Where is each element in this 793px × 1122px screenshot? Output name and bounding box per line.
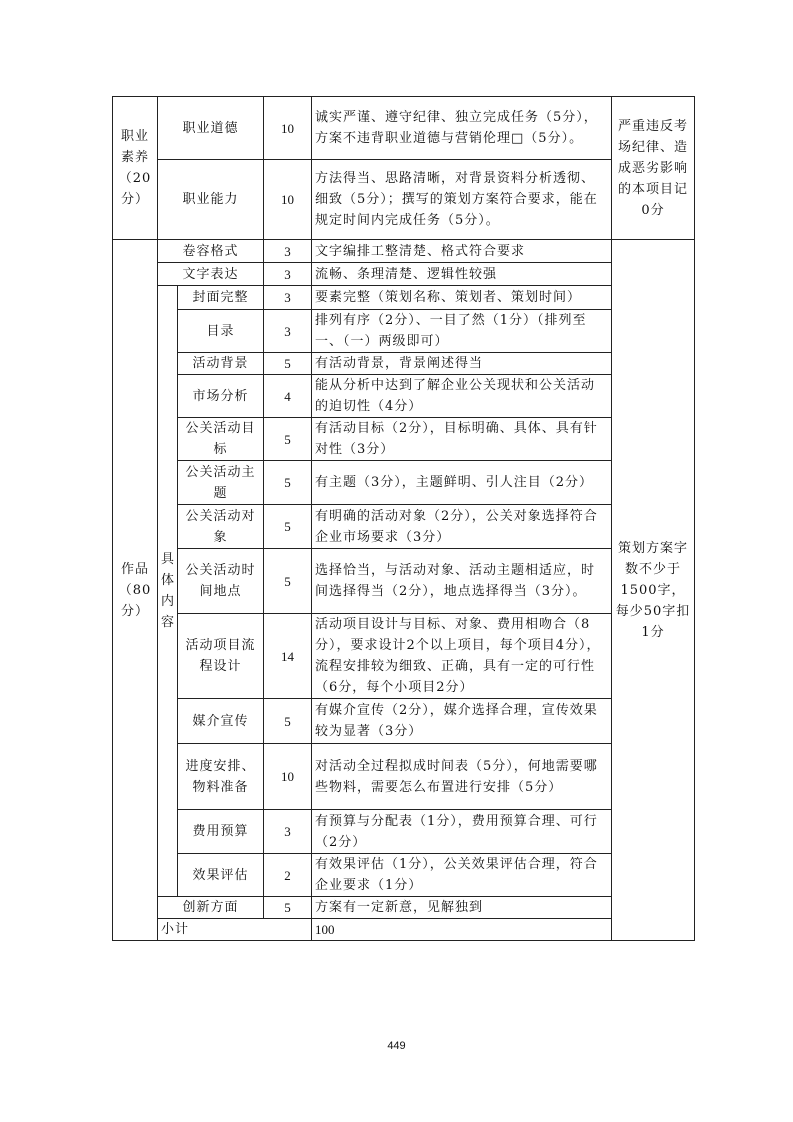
- criteria-cell: 能从分析中达到了解企业公关现状和公关活动的迫切性（4分）: [312, 375, 612, 418]
- scoring-table: [112, 96, 695, 941]
- table-row: [113, 310, 695, 353]
- criteria-cell: 有效果评估（1分），公关效果评估合理，符合企业要求（1分）: [312, 854, 612, 897]
- item-cell: 公关活动时间地点: [178, 549, 264, 614]
- table-row: [113, 375, 695, 418]
- table-row: [113, 353, 695, 375]
- item-cell: 活动背景: [178, 353, 264, 375]
- score-cell: 14: [264, 614, 312, 699]
- score-cell: 3: [264, 810, 312, 854]
- category-cell: 作品（80分）: [113, 240, 158, 941]
- score-cell: 3: [264, 310, 312, 353]
- score-cell: 5: [264, 897, 312, 919]
- score-cell: 4: [264, 375, 312, 418]
- criteria-cell: 文字编排工整清楚、格式符合要求: [312, 240, 612, 263]
- criteria-cell: 有活动目标（2分），目标明确、具体、具有针对性（3分）: [312, 418, 612, 461]
- criteria-cell: 要素完整（策划名称、策划者、策划时间）: [312, 286, 612, 310]
- page-number: 449: [387, 1040, 406, 1052]
- score-cell: 3: [264, 240, 312, 263]
- item-cell: 公关活动对象: [178, 505, 264, 549]
- score-cell: 5: [264, 549, 312, 614]
- table-row: [113, 699, 695, 744]
- table-row: [113, 614, 695, 699]
- subcategory-cell: 职业能力: [158, 160, 264, 240]
- remark-cell: 严重违反考场纪律、造成恶劣影响的本项目记0分: [612, 97, 695, 240]
- item-cell: 市场分析: [178, 375, 264, 418]
- item-cell: 进度安排、物料准备: [178, 744, 264, 810]
- table-row: [113, 240, 695, 263]
- criteria-cell: 对活动全过程拟成时间表（5分），何地需要哪些物料，需要怎么布置进行安排（5分）: [312, 744, 612, 810]
- score-cell: 10: [264, 744, 312, 810]
- table-row: [113, 854, 695, 897]
- item-cell: 效果评估: [178, 854, 264, 897]
- subcategory-cell: 文字表达: [158, 263, 264, 286]
- criteria-cell: 诚实严谨、遵守纪律、独立完成任务（5分），方案不违背职业道德与营销伦理□（5分）。: [312, 97, 612, 160]
- subcategory-cell: 职业道德: [158, 97, 264, 160]
- score-cell: 5: [264, 505, 312, 549]
- table-row: [113, 286, 695, 310]
- criteria-cell: 方案有一定新意，见解独到: [312, 897, 612, 919]
- criteria-cell: 流畅、条理清楚、逻辑性较强: [312, 263, 612, 286]
- criteria-cell: 方法得当、思路清晰，对背景资料分析透彻、细致（5分）；撰写的策划方案符合要求，能在规定时间内完成任务（5分）。: [312, 160, 612, 240]
- criteria-cell: 有活动背景，背景阐述得当: [312, 353, 612, 375]
- item-cell: 活动项目流程设计: [178, 614, 264, 699]
- table-row: [113, 549, 695, 614]
- score-cell: 3: [264, 286, 312, 310]
- criteria-cell: 有媒介宣传（2分），媒介选择合理，宣传效果较为显著（3分）: [312, 699, 612, 744]
- criteria-cell: 活动项目设计与目标、对象、费用相吻合（8分），要求设计2个以上项目，每个项目4分），流程安排较为细致、正确，具有一定的可行性（6分，每个小项目2分）: [312, 614, 612, 699]
- table-row: [113, 919, 695, 941]
- table-row: [113, 461, 695, 505]
- criteria-cell: 排列有序（2分）、一目了然（1分）（排列至一、（一）两级即可）: [312, 310, 612, 353]
- item-cell: 公关活动主题: [178, 461, 264, 505]
- score-cell: 5: [264, 699, 312, 744]
- table-row: [113, 97, 695, 160]
- subtotal-score: 100: [312, 919, 612, 941]
- subcategory-cell: 创新方面: [158, 897, 264, 919]
- table-row: [113, 505, 695, 549]
- criteria-cell: 有预算与分配表（1分），费用预算合理、可行（2分）: [312, 810, 612, 854]
- criteria-cell: 有主题（3分），主题鲜明、引人注目（2分）: [312, 461, 612, 505]
- item-cell: 公关活动目标: [178, 418, 264, 461]
- subcategory-cell: 具体内容: [158, 286, 178, 897]
- table-row: [113, 744, 695, 810]
- criteria-cell: 选择恰当，与活动对象、活动主题相适应，时间选择得当（2分），地点选择得当（3分）。: [312, 549, 612, 614]
- table-row: [113, 160, 695, 240]
- item-cell: 目录: [178, 310, 264, 353]
- score-cell: 3: [264, 263, 312, 286]
- item-cell: 封面完整: [178, 286, 264, 310]
- item-cell: 媒介宣传: [178, 699, 264, 744]
- criteria-cell: 有明确的活动对象（2分），公关对象选择符合企业市场要求（3分）: [312, 505, 612, 549]
- table-row: [113, 263, 695, 286]
- score-cell: 10: [264, 97, 312, 160]
- table-row: [113, 418, 695, 461]
- subtotal-label: 小计: [158, 919, 312, 941]
- score-cell: 10: [264, 160, 312, 240]
- table-row: [113, 810, 695, 854]
- subcategory-cell: 卷容格式: [158, 240, 264, 263]
- score-cell: 5: [264, 353, 312, 375]
- score-cell: 2: [264, 854, 312, 897]
- item-cell: 费用预算: [178, 810, 264, 854]
- score-cell: 5: [264, 461, 312, 505]
- score-cell: 5: [264, 418, 312, 461]
- table-row: [113, 897, 695, 919]
- category-cell: 职业素养（20分）: [113, 97, 158, 240]
- remark-cell: 策划方案字数不少于1500字，每少50字扣1分: [612, 240, 695, 941]
